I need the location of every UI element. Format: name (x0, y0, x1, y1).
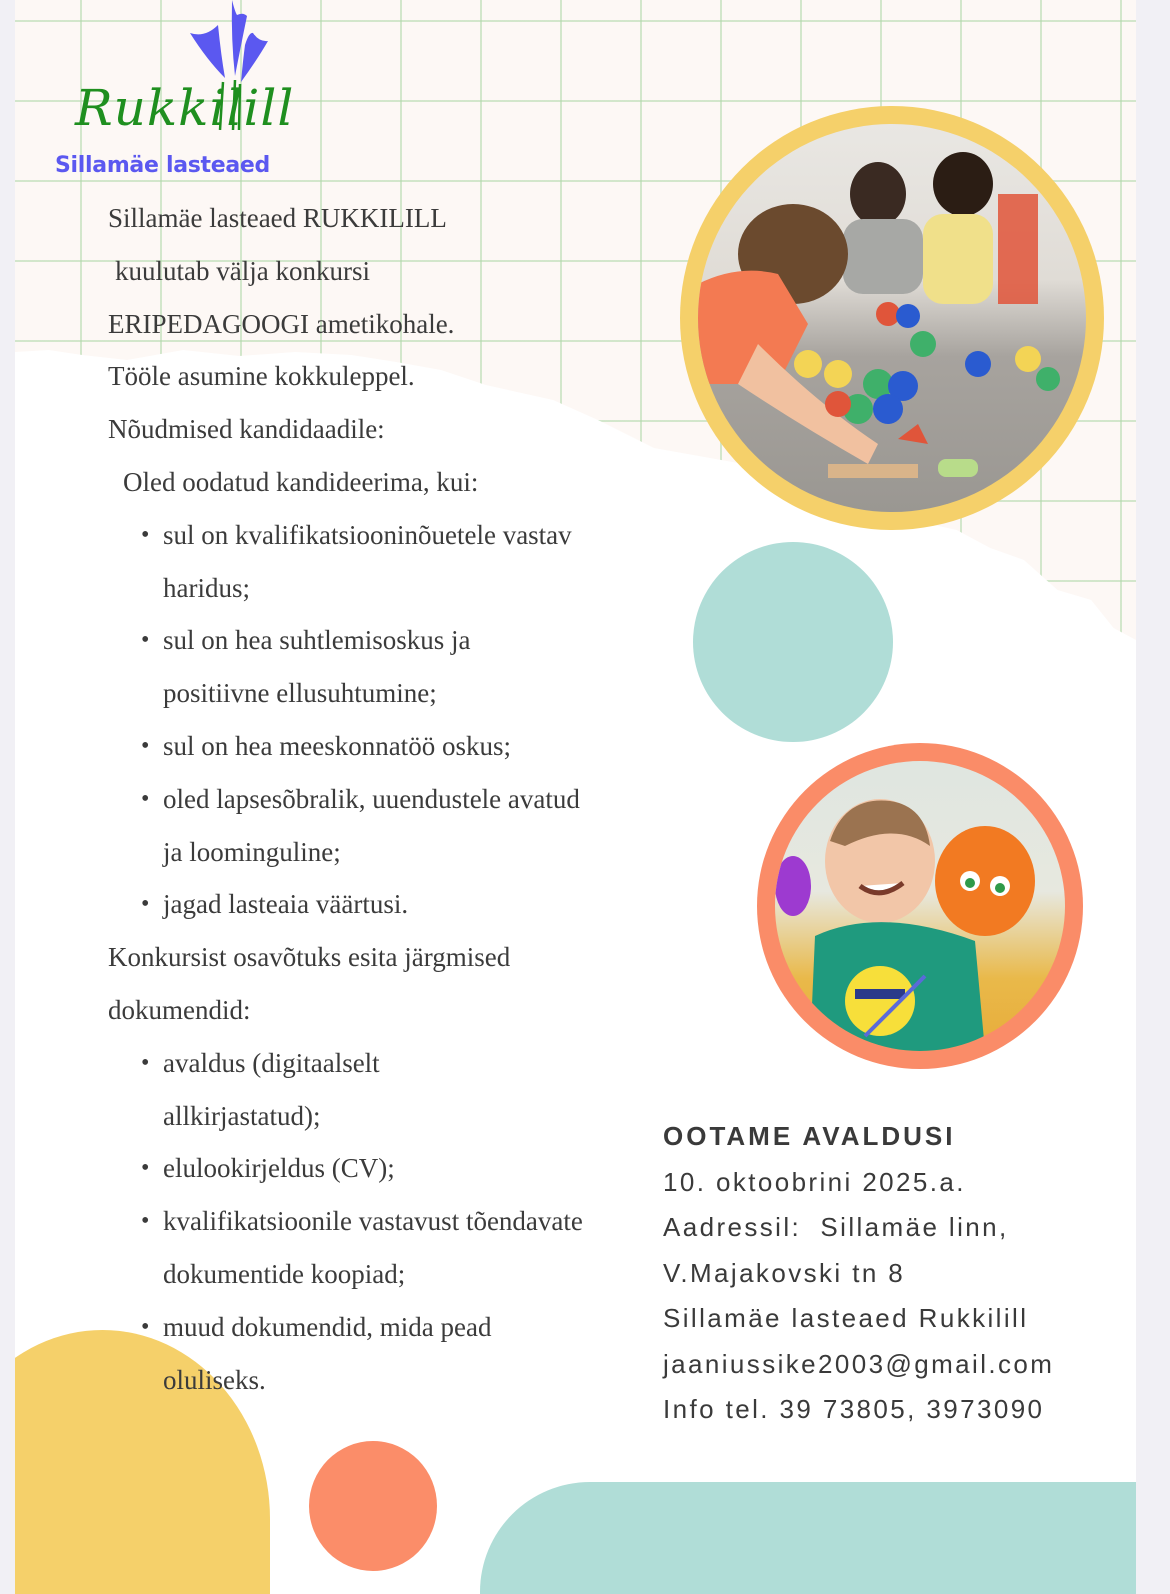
deadline: 10. oktoobrini 2025.a. (663, 1166, 966, 1197)
decorative-teal-shape (480, 1482, 1136, 1594)
logo-script-name: Rukkilill (75, 79, 295, 137)
requirements-list (108, 509, 668, 931)
children-playing-photo (680, 106, 1104, 530)
logo-subtitle: Sillamäe lasteaed (55, 153, 270, 178)
applications-heading: OOTAME AVALDUSI (663, 1121, 956, 1151)
list-item: • oled lapsesõbralik, uuendustele avatud ja loominguline; (108, 773, 603, 879)
address-line-2: V.Majakovski tn 8 (663, 1257, 906, 1288)
decorative-teal-circle (693, 542, 893, 742)
flyer-page (15, 0, 1136, 1594)
list-item: • sul on hea meeskonnatöö oskus; (108, 720, 668, 773)
list-item: • muud dokumendid, mida pead oluliseks. (108, 1301, 583, 1407)
list-item: • jagad lasteaia väärtusi. (108, 878, 668, 931)
list-item: • sul on hea suhtlemisoskus ja positiivne ellusuhtumine; (108, 614, 553, 720)
intro-line-3: ERIPEDAGOOGI ametikohale. (108, 308, 455, 339)
smiling-boy-photo (757, 743, 1083, 1069)
job-announcement-text (108, 192, 668, 1406)
smiling-boy-illustration (775, 761, 1065, 1051)
list-item: • sul on kvalifikatsiooninõuetele vastav haridus; (108, 509, 603, 615)
contact-info (663, 1114, 1133, 1433)
intro-line-4: Tööle asumine kokkuleppel. (108, 361, 415, 392)
institution-name: Sillamäe lasteaed Rukkilill (663, 1303, 1029, 1333)
documents-heading: Konkursist osavõtuks esita järgmised dokumendid: (108, 942, 511, 1025)
logo (35, 0, 295, 185)
list-item: • elulookirjeldus (CV); (108, 1142, 668, 1195)
intro-line-2: kuulutab välja konkursi (115, 255, 370, 286)
children-playing-illustration (698, 124, 1086, 512)
list-item: • kvalifikatsioonile vastavust tõendavate dokumentide koopiad; (108, 1195, 643, 1301)
intro-line-5: Nõudmised kandidaadile: (108, 414, 385, 445)
phone-info: Info tel. 39 73805, 3973090 (663, 1394, 1045, 1424)
email-link[interactable]: jaaniussike2003@gmail.com (663, 1348, 1055, 1379)
decorative-orange-circle (309, 1441, 437, 1571)
documents-list (108, 1037, 668, 1407)
intro-line-1: Sillamäe lasteaed RUKKILILL (108, 203, 447, 233)
address-line-1: Aadressil: Sillamäe linn, (663, 1212, 1009, 1242)
intro-line-6: Oled oodatud kandideerima, kui: (123, 466, 479, 497)
list-item: • avaldus (digitaalselt allkirjastatud); (108, 1037, 443, 1143)
